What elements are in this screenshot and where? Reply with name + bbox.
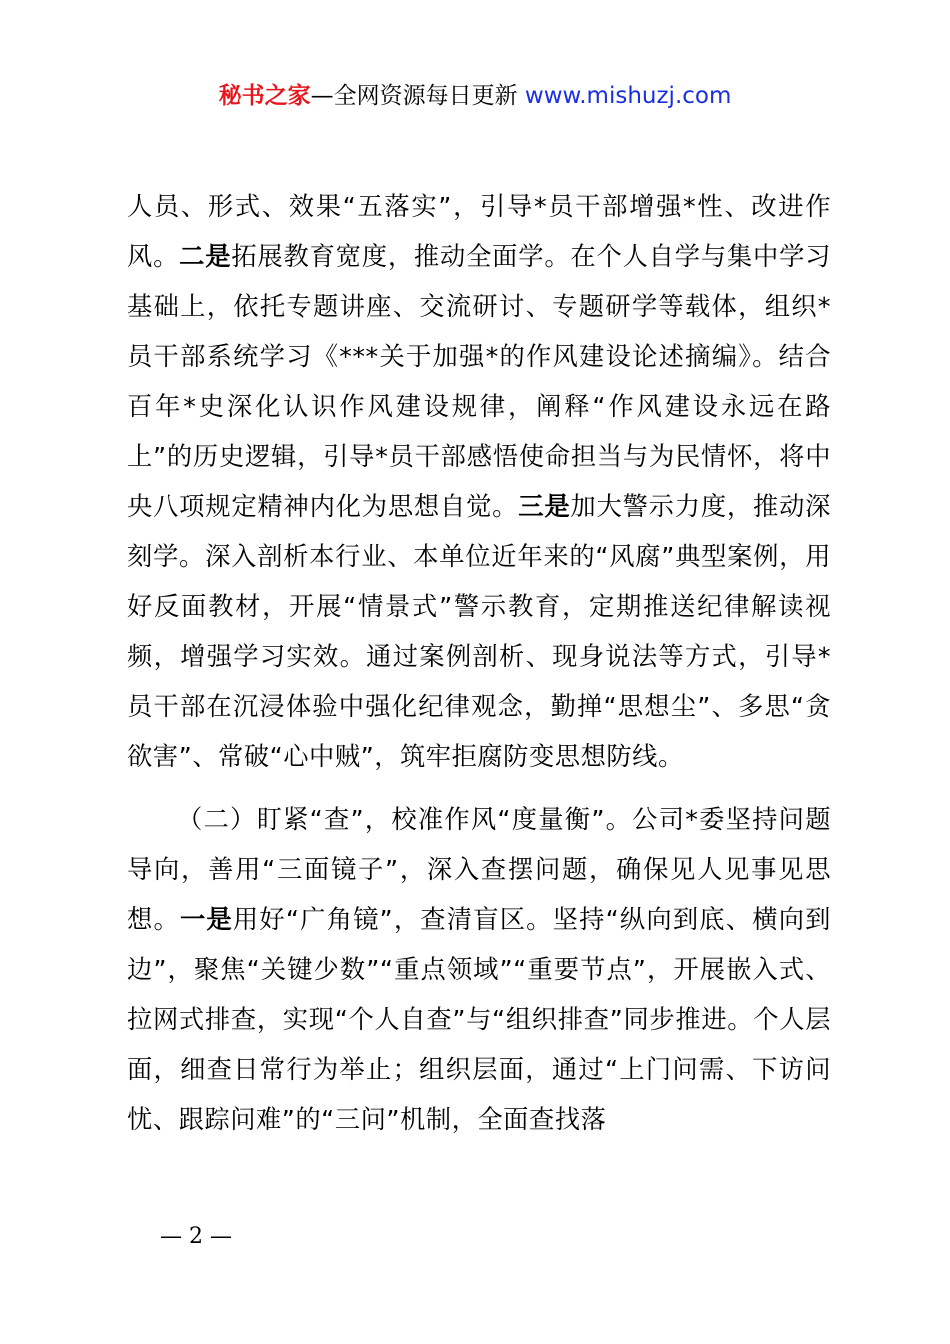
body-paragraph: [127, 182, 831, 782]
text-segment: （二）盯紧“查”，校准作风“度量衡”。公司*委坚持问题导向，善用“三面镜子”，深入查摆问题，确保见人见事见思想。: [127, 805, 831, 934]
emphasis-segment: 一是: [179, 905, 233, 934]
header-tagline: —全网资源每日更新: [310, 83, 525, 109]
emphasis-segment: 二是: [179, 242, 232, 271]
header-brand: 秘书之家: [218, 83, 311, 109]
text-segment: 人员、形式、效果“五落实”，引导*员干部增强*性、改进作风。: [127, 192, 831, 271]
document-body: [127, 182, 831, 1145]
emphasis-segment: 三是: [518, 492, 571, 521]
document-header: [0, 78, 950, 114]
page-number: — 2 —: [160, 1224, 232, 1249]
text-segment: 拓展教育宽度，推动全面学。在个人自学与集中学习基础上，依托专题讲座、交流研讨、专题研学等载体，组织*员干部系统学习《***关于加强*的作风建设论述摘编》。结合百年*史深化认识作风建设规律，阐释“作风建设永远在路上”的历史逻辑，引导*员干部感悟使命担当与为民情怀，将中央八项规定精神内化为思想自觉。: [127, 242, 831, 521]
header-site-link[interactable]: www.mishuzj.com: [524, 83, 732, 109]
text-segment: 用好“广角镜”，查清盲区。坚持“纵向到底、横向到边”，聚焦“关键少数”“重点领域”“重要节点”，开展嵌入式、拉网式排查，实现“个人自查”与“组织排查”同步推进。个人层面，细查日常行为举止；组织层面，通过“上门问需、下访问忧、跟踪问难”的“三问”机制，全面查找落: [127, 905, 831, 1134]
text-segment: 加大警示力度，推动深刻学。深入剖析本行业、本单位近年来的“风腐”典型案例，用好反面教材，开展“情景式”警示教育，定期推送纪律解读视频，增强学习实效。通过案例剖析、现身说法等方式，引导*员干部在沉浸体验中强化纪律观念，勤掸“思想尘”、多思“贪欲害”、常破“心中贼”，筑牢拒腐防变思想防线。: [127, 492, 831, 771]
body-paragraph: [127, 795, 831, 1145]
